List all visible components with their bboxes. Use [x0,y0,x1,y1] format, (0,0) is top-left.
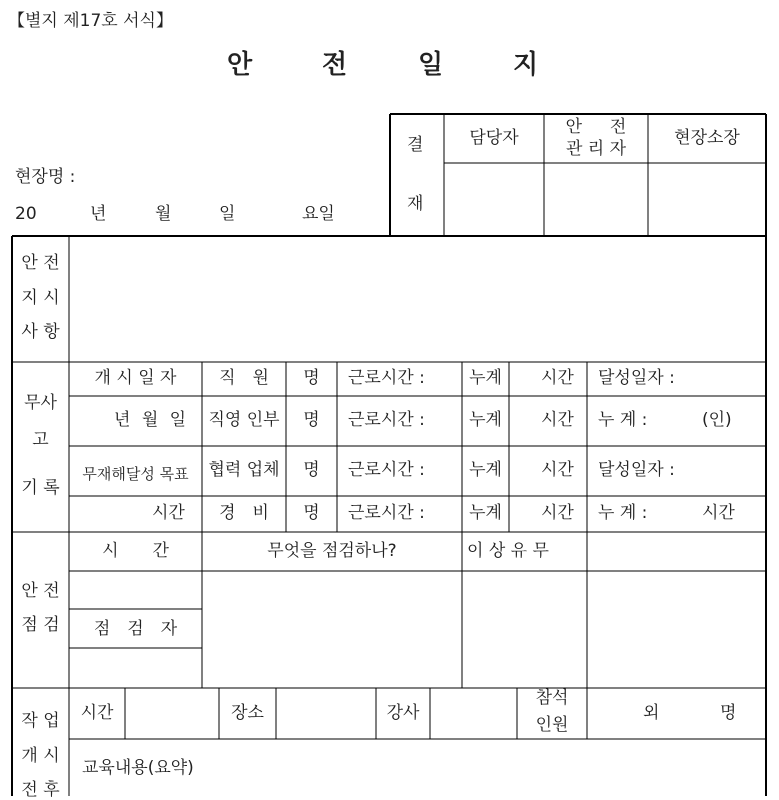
title-char: 전 [322,50,348,80]
achieved-date-label: 달성일자 : [598,368,675,388]
title-char: 지 [513,50,539,80]
persons-unit: 명 [720,703,737,723]
place-label: 장소 [231,703,264,723]
direct-worker-label: 직영 인부 [208,410,280,430]
approval-site-manager: 현장소장 [674,128,740,148]
attendees-label-line1: 참석 [535,688,569,708]
title-char: 안 [227,50,253,80]
subcontractor-label: 협력 업체 [208,460,280,480]
approval-label-top: 결 [407,135,424,155]
persons-unit: 명 [303,410,320,430]
inspector-label: 점 검 자 [93,619,178,639]
hours-unit: 시간 [541,503,574,523]
check-time-header: 시 간 [102,541,169,561]
total-hours-unit: 시간 [702,503,735,523]
abnormality-header: 이 상 유 무 [467,541,549,561]
attendees-label-line2: 인원 [535,715,569,735]
check-what-header: 무엇을 점검하나? [267,541,397,561]
zero-accident-goal-label: 무재해달성 목표 [82,465,189,483]
seal-mark: (인) [702,410,732,430]
lecturer-label: 강사 [386,703,420,723]
persons-unit: 명 [303,503,320,523]
approval-safety-manager-line1: 안 전 [565,117,627,137]
work-hours-label: 근로시간 : [348,410,425,430]
weekday-label: 요일 [302,204,335,224]
date-ymd-label: 년 월 일 [114,410,187,430]
cumulative-label: 누계 [469,410,502,430]
form-number-label: 【별지 제17호 서식】 [8,11,173,31]
achieved-date-label: 달성일자 : [598,460,675,480]
goal-hours-unit: 시간 [152,503,185,523]
staff-label: 직 원 [219,368,269,388]
time-label: 시간 [80,703,114,723]
education-content-label: 교육내용(요약) [82,758,194,778]
cumulative-label: 누계 [469,460,502,480]
approval-staff: 담당자 [469,128,519,148]
work-hours-label: 근로시간 : [348,368,425,388]
hours-unit: 시간 [541,460,574,480]
hours-unit: 시간 [541,368,574,388]
persons-unit: 명 [303,460,320,480]
site-name-label: 현장명 : [15,167,76,187]
work-hours-label: 근로시간 : [348,503,425,523]
year-label: 년 [90,204,107,224]
persons-unit: 명 [303,368,320,388]
day-label: 일 [219,204,236,224]
hours-unit: 시간 [541,410,574,430]
month-label: 월 [155,204,172,224]
cumulative-label: 누계 [469,368,502,388]
approval-label-bottom: 재 [407,194,424,214]
outside-label: 외 [643,703,660,723]
guard-label: 경 비 [219,503,269,523]
work-hours-label: 근로시간 : [348,460,425,480]
year-prefix: 20 [15,204,37,224]
title-char: 일 [418,50,444,80]
total-label: 누 계 : [598,503,648,523]
total-label: 누 계 : [598,410,648,430]
start-date-label: 개 시 일 자 [94,368,177,388]
approval-safety-manager-line2: 관 리 자 [565,139,627,159]
cumulative-label: 누계 [469,503,502,523]
